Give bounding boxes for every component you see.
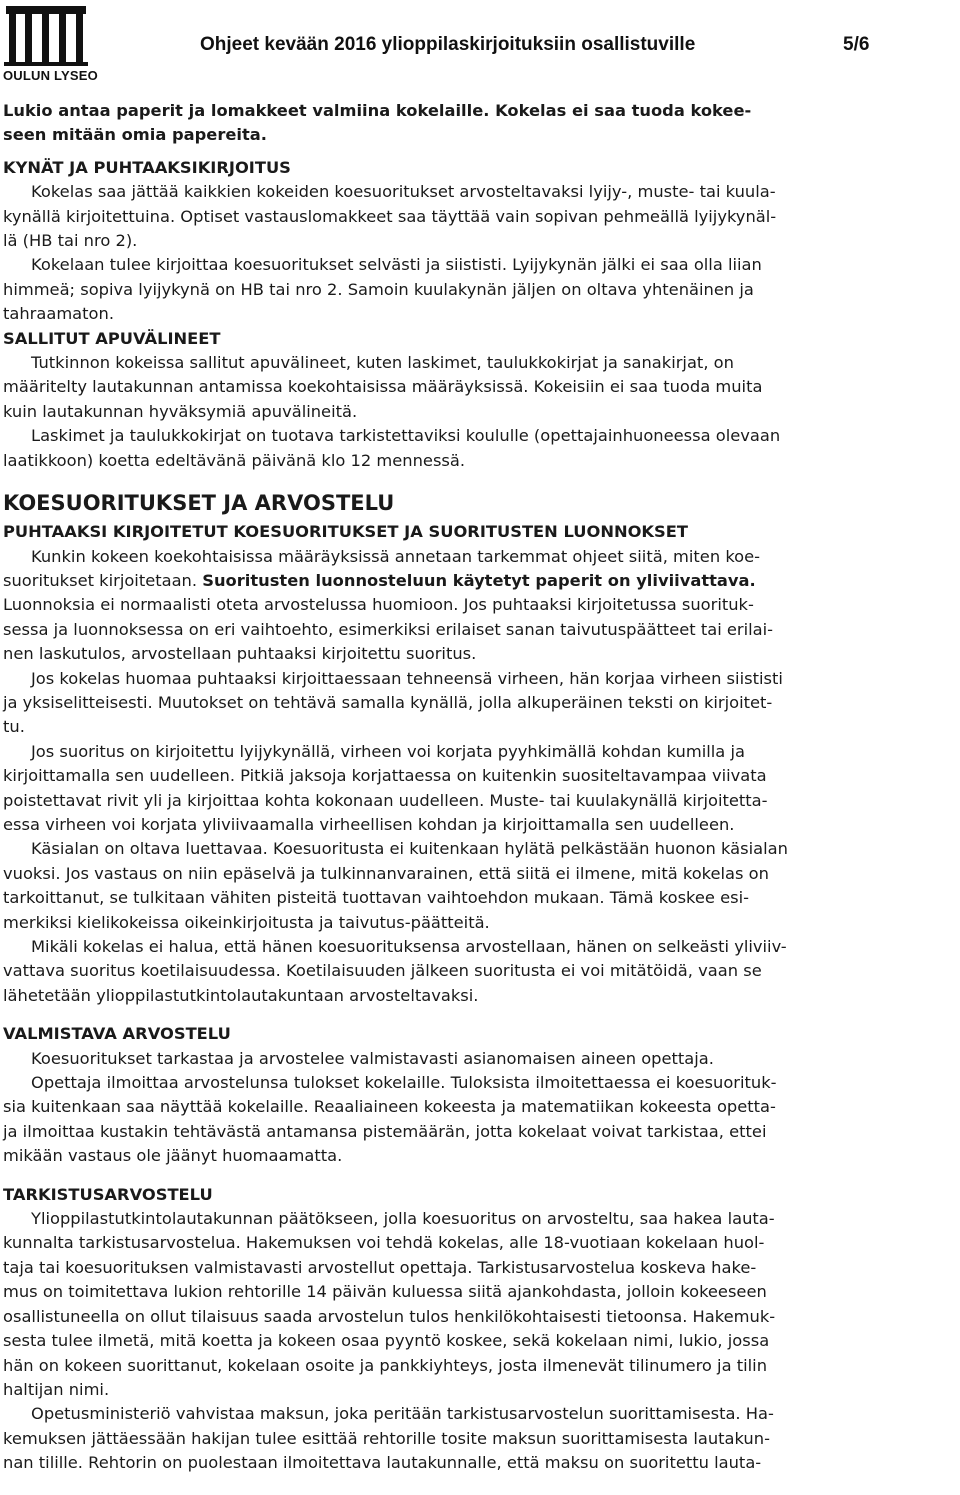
- intro-line-1: Lukio antaa paperit ja lomakkeet valmiina kokelaille. Kokelas ei saa tuoda kokee-: [3, 101, 752, 120]
- section-heading-kynat: KYNÄT JA PUHTAAKSIKIRJOITUS: [3, 157, 291, 177]
- text-line: kemuksen jättäessään hakijan tulee esittää rehtorille tosite maksun suorittamisesta lautakun-: [3, 1428, 770, 1448]
- text-line: sesta tulee ilmetä, mitä koetta ja kokeen osaa pyyntö koskee, sekä kokelaan nimi, lukio, jossa: [3, 1331, 770, 1351]
- text-line: hän on kokeen suorittanut, kokelaan osoite ja pankkiyhteys, josta ilmenevät tilinumero ja tilin: [3, 1355, 768, 1375]
- text-span: suoritukset kirjoitetaan.: [3, 570, 203, 590]
- text-line: ja ilmoittaa kustakin tehtävästä antamansa pistemäärän, jotta kokelaat voivat tarkistaa, ettei: [3, 1121, 767, 1141]
- section-heading-koesuoritukset: KOESUORITUKSET JA ARVOSTELU: [3, 491, 395, 516]
- text-line: Kokelas saa jättää kaikkien kokeiden koesuoritukset arvosteltavaksi lyijy-, muste- tai kuula-: [31, 182, 776, 202]
- intro-line-2: seen mitään omia papereita.: [3, 125, 267, 145]
- subheading-puhtaaksi: PUHTAAKSI KIRJOITETUT KOESUORITUKSET JA SUORITUSTEN LUONNOKSET: [3, 522, 688, 542]
- text-line: Tutkinnon kokeissa sallitut apuvälineet, kuten laskimet, taulukkokirjat ja sanakirjat, on: [31, 353, 734, 373]
- text-line: määritelty lautakunnan antamissa koekohtaisissa määräyksissä. Kokeisiin ei saa tuoda muita: [3, 377, 763, 397]
- section-heading-tarkistus: TARKISTUSARVOSTELU: [3, 1184, 213, 1204]
- text-line: kunnalta tarkistusarvostelua. Hakemuksen voi tehdä kokelas, alle 18-vuotiaan kokelaan huol-: [3, 1233, 765, 1253]
- text-line: Jos kokelas huomaa puhtaaksi kirjoittaessaan tehneensä virheen, hän korjaa virheen siististi: [31, 668, 783, 688]
- text-span-bold: Suoritusten luonnosteluun käytetyt paperit on yliviivattava.: [202, 570, 756, 590]
- text-line: essa virheen voi korjata yliviivaamalla virheellisen kohdan ja kirjoittamalla sen uudelleen.: [3, 814, 735, 834]
- text-line: sessa ja luonnoksessa on eri vaihtoehto, esimerkiksi erilaiset sanan taivutuspäätteet tai erilai-: [3, 619, 774, 639]
- text-line: kirjoittamalla sen uudelleen. Pitkiä jaksoja korjattaessa on kuitenkin suositeltavampaa viivata: [3, 766, 767, 786]
- text-line: mikään vastaus ole jäänyt huomaamatta.: [3, 1146, 343, 1166]
- text-line: tu.: [3, 717, 25, 737]
- document-title: Ohjeet kevään 2016 ylioppilaskirjoituksiin osallistuville: [200, 34, 696, 55]
- text-line: vattava suoritus koetilaisuudessa. Koetilaisuuden jälkeen suoritusta ei voi mitätöidä, vaan se: [3, 961, 762, 981]
- text-line: nan tilille. Rehtorin on puolestaan ilmoitettava lautakunnalle, että maksu on suoritettu lauta-: [3, 1453, 762, 1473]
- logo-text: OULUN LYSEO: [3, 68, 98, 83]
- text-line: Käsialan on oltava luettavaa. Koesuoritusta ei kuitenkaan hylätä pelkästään huonon käsialan: [31, 839, 788, 859]
- text-line: tarkoittanut, se tulkitaan vähiten pisteitä tuottavan vaihtoehdon mukaan. Tämä koskee esi-: [3, 888, 750, 908]
- text-line-mixed: [3, 569, 958, 593]
- text-line: osallistuneella on ollut tilaisuus saada arvostelun tulos henkilökohtaisesti tietoonsa. Hakemuk-: [3, 1306, 776, 1326]
- page-number: 5/6: [843, 34, 870, 55]
- text-line: Opetusministeriö vahvistaa maksun, joka peritään tarkistusarvostelun suorittamisesta. Ha-: [31, 1404, 774, 1424]
- text-line: Opettaja ilmoittaa arvostelunsa tulokset kokelaille. Tuloksista ilmoitettaessa ei koesuorituk-: [31, 1073, 777, 1093]
- text-line: haltijan nimi.: [3, 1379, 110, 1399]
- text-line: himmeä; sopiva lyijykynä on HB tai nro 2. Samoin kuulakynän jäljen on oltava yhtenäinen ja: [3, 279, 754, 299]
- section-heading-sallitut: SALLITUT APUVÄLINEET: [3, 328, 221, 348]
- text-line: nen laskutulos, arvostellaan puhtaaksi kirjoitettu suoritus.: [3, 644, 477, 664]
- text-line: Kokelaan tulee kirjoittaa koesuoritukset selvästi ja siististi. Lyijykynän jälki ei saa olla liian: [31, 255, 762, 275]
- column-logo-icon: [0, 0, 100, 70]
- document-body: [3, 99, 958, 1476]
- text-line: tahraamaton.: [3, 304, 115, 324]
- text-line: laatikkoon) koetta edeltävänä päivänä klo 12 mennessä.: [3, 450, 466, 470]
- text-line: merkiksi kielikokeissa oikeinkirjoitusta ja taivutus-päätteitä.: [3, 912, 490, 932]
- text-line: vuoksi. Jos vastaus on niin epäselvä ja tulkinnanvarainen, että siitä ei ilmene, mitä kokelas on: [3, 863, 769, 883]
- text-line: Koesuoritukset tarkastaa ja arvostelee valmistavasti asianomaisen aineen opettaja.: [31, 1048, 714, 1068]
- text-line: kuin lautakunnan hyväksymiä apuvälineitä.: [3, 401, 358, 421]
- text-line: Mikäli kokelas ei halua, että hänen koesuorituksensa arvostellaan, hänen on selkeästi yliviiv-: [31, 937, 787, 956]
- text-line: ja yksiselitteisesti. Muutokset on tehtävä samalla kynällä, jolla alkuperäinen teksti on kirjoitet-: [3, 692, 773, 712]
- text-line: Kunkin kokeen koekohtaisissa määräyksissä annetaan tarkemmat ohjeet siitä, miten koe-: [31, 546, 761, 566]
- text-line: lähetetään ylioppilastutkintolautakuntaan arvosteltavaksi.: [3, 985, 479, 1005]
- text-line: Ylioppilastutkintolautakunnan päätökseen, jolla koesuoritus on arvosteltu, saa hakea lauta-: [31, 1209, 775, 1229]
- text-line: poistettavat rivit yli ja kirjoittaa kohta kokonaan uudelleen. Muste- tai kuulakynällä kirjoitetta-: [3, 790, 768, 810]
- text-line: lä (HB tai nro 2).: [3, 231, 138, 251]
- text-line: Jos suoritus on kirjoitettu lyijykynällä, virheen voi korjata pyyhkimällä kohdan kumilla ja: [31, 741, 745, 761]
- text-line: Luonnoksia ei normaalisti oteta arvostelussa huomioon. Jos puhtaaksi kirjoitetussa suorituk-: [3, 595, 754, 615]
- text-line: sia kuitenkaan saa näyttää kokelaille. Reaaliaineen kokeesta ja matematiikan kokeesta opetta-: [3, 1097, 776, 1117]
- section-heading-valmistava: VALMISTAVA ARVOSTELU: [3, 1024, 231, 1044]
- text-line: kynällä kirjoitettuina. Optiset vastauslomakkeet saa täyttää vain sopivan pehmeällä lyijykynäl-: [3, 206, 777, 226]
- page-header: [0, 0, 960, 90]
- text-line: taja tai koesuorituksen valmistavasti arvostellut opettaja. Tarkistusarvostelua koskeva hake-: [3, 1257, 757, 1277]
- text-line: mus on toimitettava lukion rehtorille 14 päivän kuluessa siitä ajankohdasta, jolloin kokeeseen: [3, 1282, 767, 1302]
- text-line: Laskimet ja taulukkokirjat on tuotava tarkistettaviksi koululle (opettajainhuoneessa olevaan: [31, 426, 781, 446]
- school-logo: [0, 0, 100, 90]
